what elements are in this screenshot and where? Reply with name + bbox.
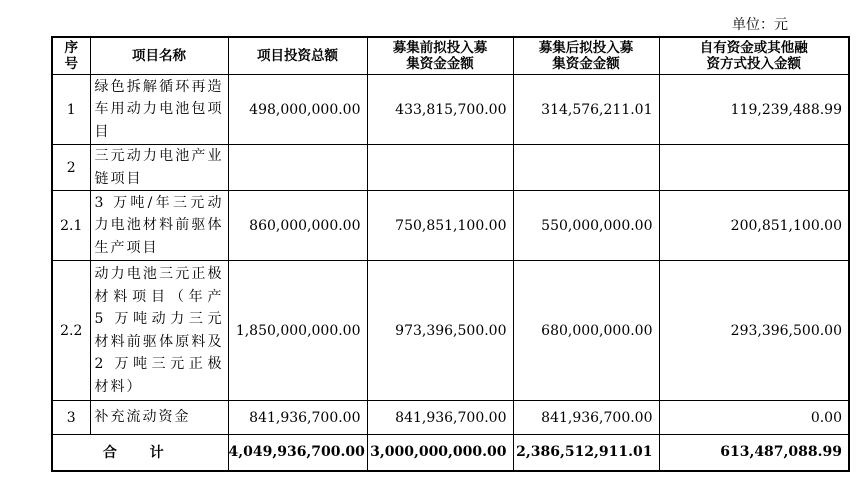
table-header-row	[52, 37, 849, 75]
table-row	[52, 401, 849, 435]
row-total: 841,936,700.00	[228, 401, 367, 435]
row-self: 200,851,100.00	[659, 191, 849, 261]
total-total: 4,049,936,700.00	[228, 435, 367, 471]
row-total: 860,000,000.00	[228, 191, 367, 261]
total-post: 2,386,512,911.01	[513, 435, 659, 471]
row-name: 动力电池三元正极材料项目（年产 5 万吨动力三元材料前驱体原料及 2 万吨三元正极材料）	[90, 261, 228, 401]
row-seq: 2.2	[52, 261, 90, 401]
unit-label: 单位：元	[732, 17, 788, 33]
table-row	[52, 145, 849, 191]
row-total	[228, 145, 367, 191]
row-pre	[367, 145, 513, 191]
table-row	[52, 75, 849, 145]
table-row	[52, 261, 849, 401]
header-post-line1: 募集后拟投入募	[538, 40, 634, 56]
header-post	[513, 37, 659, 75]
total-label: 合 计	[52, 435, 228, 471]
row-seq: 2.1	[52, 191, 90, 261]
row-name: 三元动力电池产业链项目	[90, 145, 228, 191]
header-post-line2: 集资金金额	[552, 56, 620, 72]
row-post: 841,936,700.00	[513, 401, 659, 435]
row-name: 绿色拆解循环再造车用动力电池包项目	[90, 75, 228, 145]
header-pre-line1: 募集前拟投入募	[392, 40, 488, 56]
row-seq: 3	[52, 401, 90, 435]
header-name: 项目名称	[90, 37, 228, 75]
header-total: 项目投资总额	[228, 37, 367, 75]
row-total: 498,000,000.00	[228, 75, 367, 145]
row-seq: 1	[52, 75, 90, 145]
header-seq-line2: 号	[64, 56, 78, 72]
row-self	[659, 145, 849, 191]
row-pre: 433,815,700.00	[367, 75, 513, 145]
total-row	[52, 435, 849, 471]
total-self: 613,487,088.99	[659, 435, 849, 471]
table-row	[52, 191, 849, 261]
row-pre: 841,936,700.00	[367, 401, 513, 435]
header-self-line2: 资方式投入金额	[706, 56, 801, 72]
row-name: 补充流动资金	[90, 401, 228, 435]
row-post: 314,576,211.01	[513, 75, 659, 145]
header-self	[659, 37, 849, 75]
row-pre: 750,851,100.00	[367, 191, 513, 261]
total-pre: 3,000,000,000.00	[367, 435, 513, 471]
header-seq	[52, 37, 90, 75]
row-self: 293,396,500.00	[659, 261, 849, 401]
row-post: 550,000,000.00	[513, 191, 659, 261]
row-pre: 973,396,500.00	[367, 261, 513, 401]
header-seq-line1: 序	[64, 40, 78, 56]
row-total: 1,850,000,000.00	[228, 261, 367, 401]
row-post	[513, 145, 659, 191]
header-pre-line2: 集资金金额	[406, 56, 474, 72]
header-self-line1: 自有资金或其他融	[699, 40, 808, 56]
row-self: 0.00	[659, 401, 849, 435]
row-post: 680,000,000.00	[513, 261, 659, 401]
row-seq: 2	[52, 145, 90, 191]
fundraising-table	[51, 36, 850, 472]
row-name: 3 万吨/年三元动力电池材料前驱体生产项目	[90, 191, 228, 261]
header-pre	[367, 37, 513, 75]
row-self: 119,239,488.99	[659, 75, 849, 145]
